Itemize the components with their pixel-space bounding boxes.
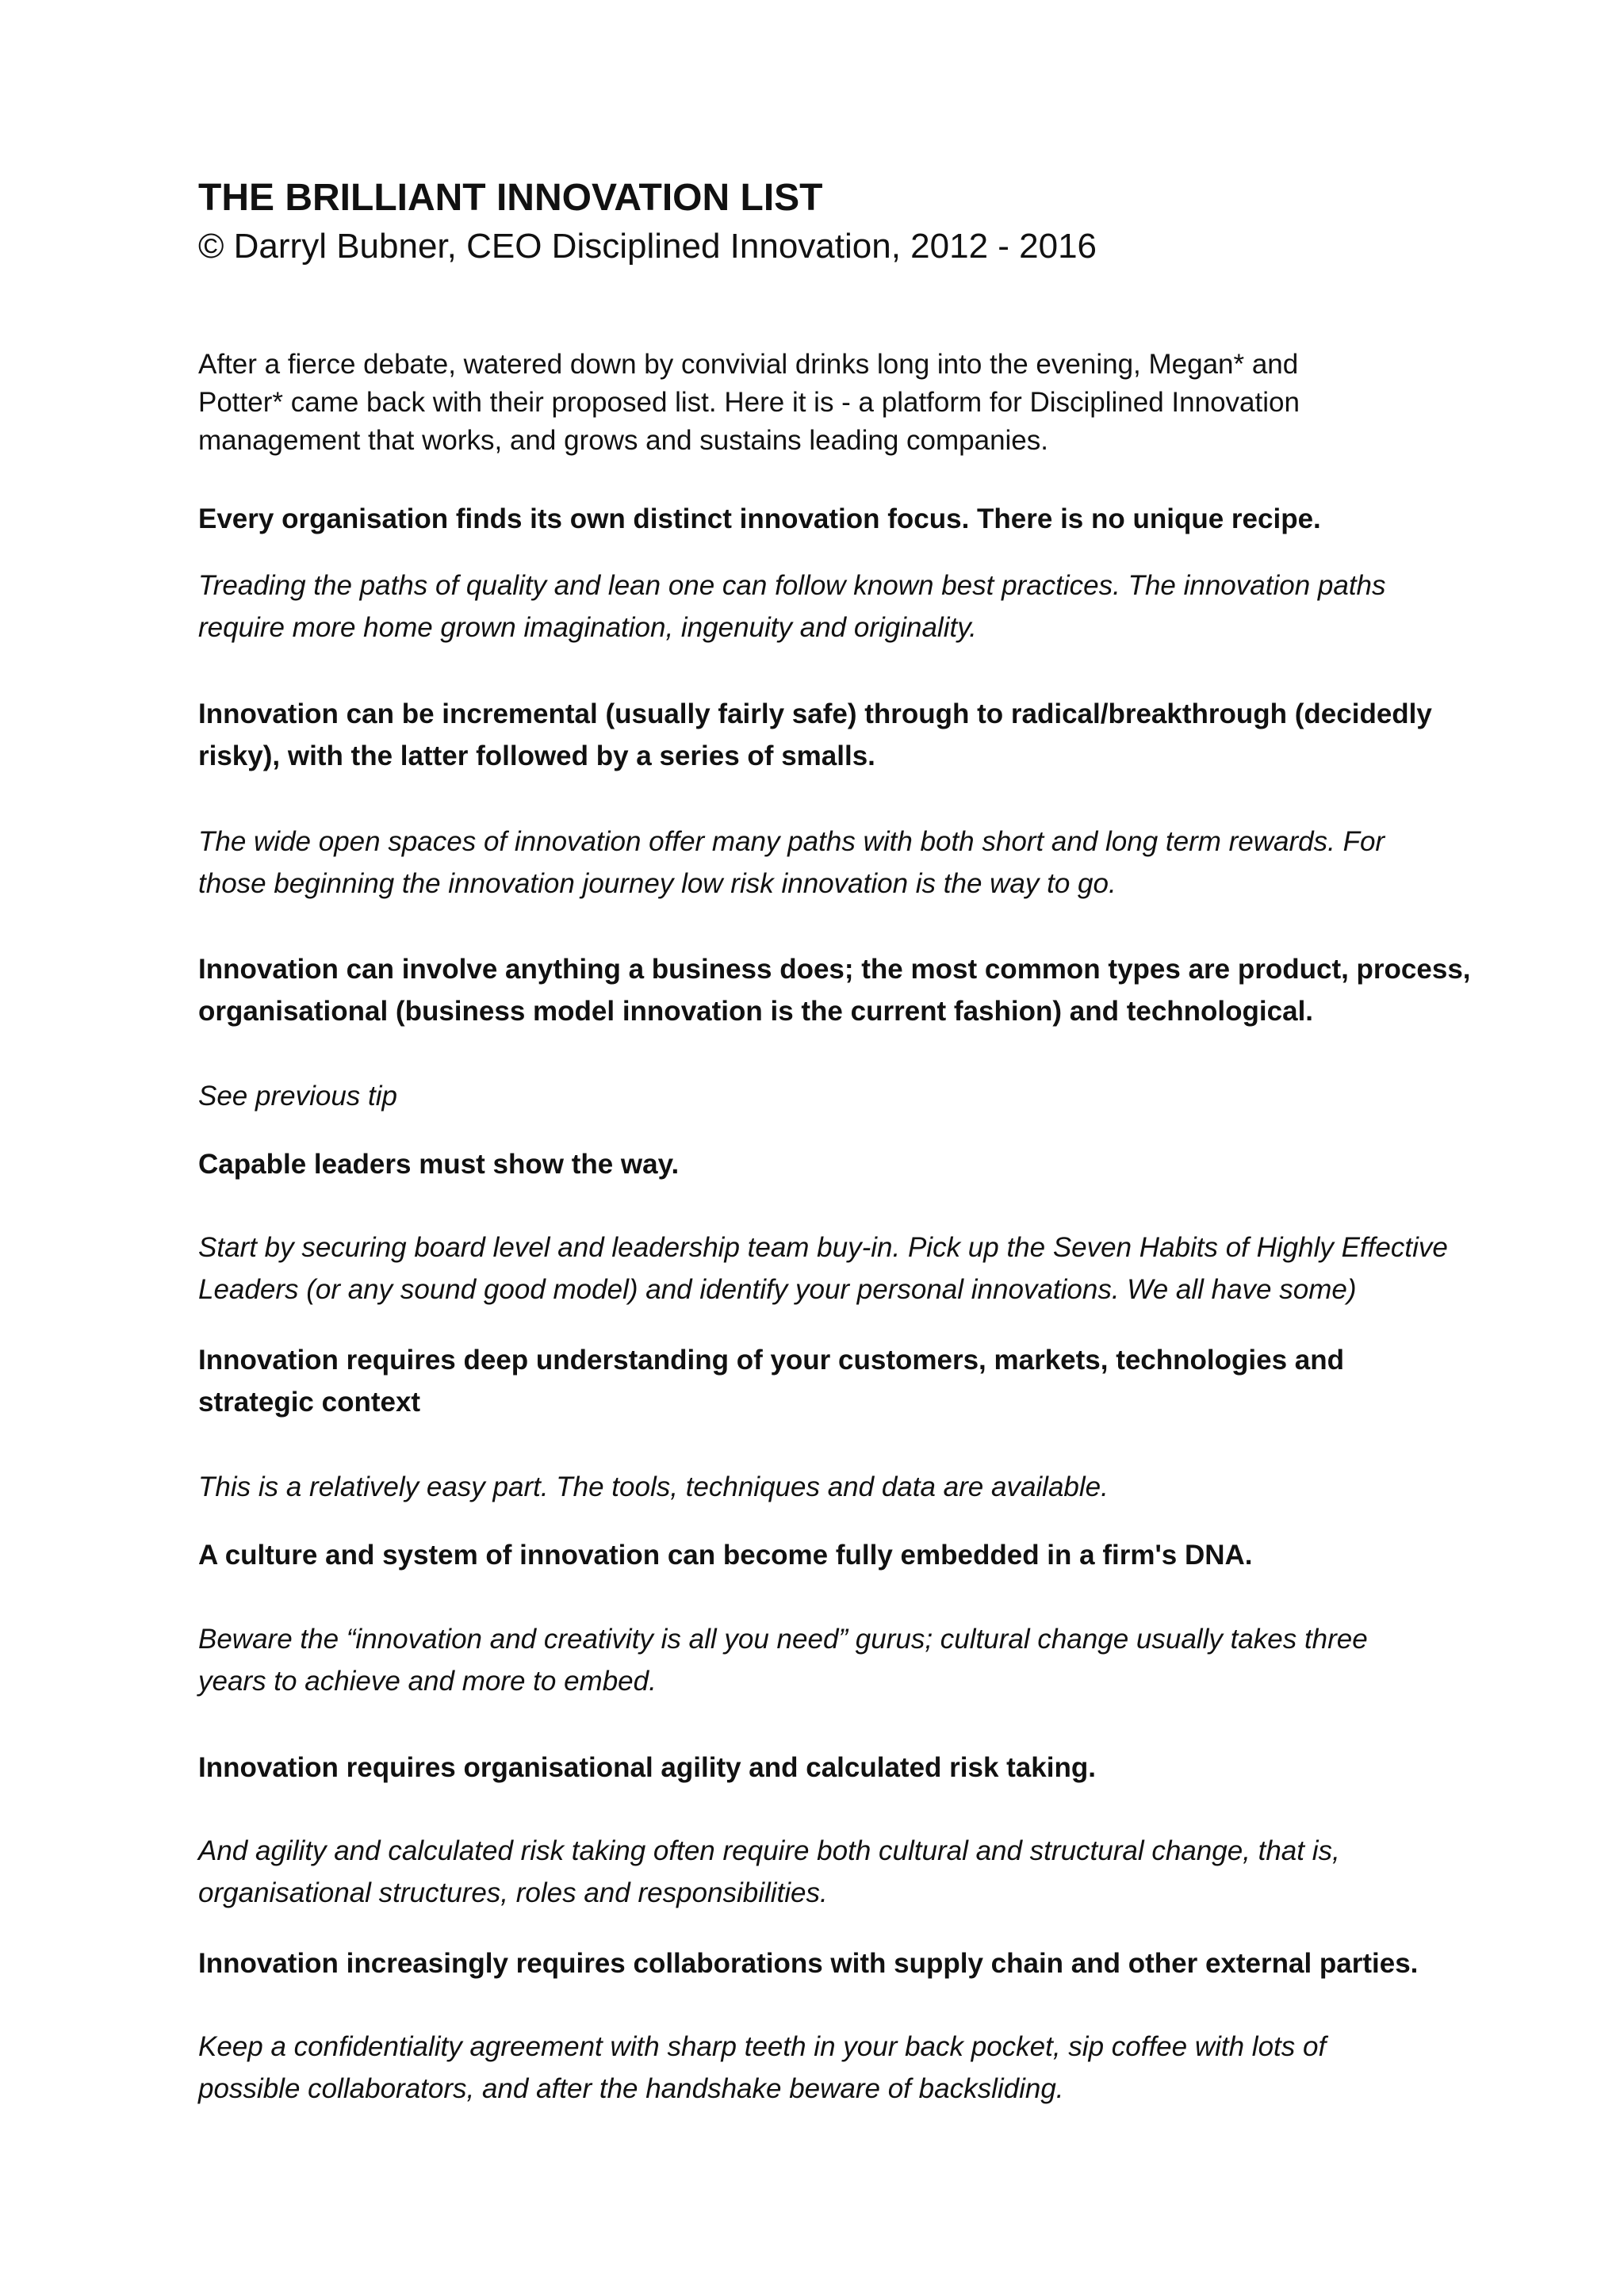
tip-heading [198, 693, 1459, 777]
tip-line: Every organisation finds its own distinct innovation focus. There is no unique recipe. [198, 503, 1321, 534]
tip-note [198, 1830, 1459, 1914]
note-line: years to achieve and more to embed. [198, 1666, 657, 1697]
note-line: And agility and calculated risk taking often require both cultural and structural change, that is, [198, 1835, 1340, 1866]
intro-line: After a fierce debate, watered down by convivial drinks long into the evening, Megan* and [198, 349, 1299, 380]
tip-line: Innovation requires organisational agility and calculated risk taking. [198, 1752, 1096, 1783]
intro-line: Potter* came back with their proposed list. Here it is - a platform for Disciplined Innovation [198, 387, 1300, 418]
note-line: organisational structures, roles and responsibilities. [198, 1877, 828, 1908]
intro-line: management that works, and grows and sustains leading companies. [198, 425, 1048, 456]
tip-heading [198, 1339, 1459, 1423]
note-line: See previous tip [198, 1081, 397, 1112]
tip-note [198, 564, 1459, 649]
tip-line: Innovation can involve anything a business does; the most common types are product, process, [198, 954, 1471, 985]
note-line: Start by securing board level and leadership team buy-in. Pick up the Seven Habits of Highly Effective [198, 1232, 1448, 1263]
tip-line: organisational (business model innovation is the current fashion) and technological. [198, 996, 1314, 1027]
tip-line: Capable leaders must show the way. [198, 1149, 680, 1180]
note-line: Beware the “innovation and creativity is all you need” gurus; cultural change usually takes three [198, 1624, 1368, 1655]
note-line: This is a relatively easy part. The tools, techniques and data are available. [198, 1471, 1109, 1502]
note-line: Keep a confidentiality agreement with sharp teeth in your back pocket, sip coffee with lots of [198, 2031, 1327, 2062]
tip-heading [198, 1942, 1459, 1984]
tip-note [198, 1075, 1459, 1117]
tip-line: risky), with the latter followed by a series of smalls. [198, 740, 875, 771]
document-subtitle: © Darryl Bubner, CEO Disciplined Innovation, 2012 - 2016 [198, 227, 1097, 266]
tip-note [198, 821, 1459, 905]
tip-line: Innovation requires deep understanding of your customers, markets, technologies and [198, 1345, 1344, 1376]
tip-heading [198, 498, 1459, 540]
note-line: require more home grown imagination, ingenuity and originality. [198, 612, 977, 643]
tip-line: Innovation increasingly requires collaborations with supply chain and other external parties. [198, 1948, 1419, 1979]
tip-note [198, 1618, 1459, 1702]
note-line: Treading the paths of quality and lean one can follow known best practices. The innovation paths [198, 570, 1386, 601]
tip-line: strategic context [198, 1387, 421, 1418]
note-line: those beginning the innovation journey low risk innovation is the way to go. [198, 868, 1116, 899]
tip-heading [198, 1143, 1459, 1185]
tip-line: A culture and system of innovation can become fully embedded in a firm's DNA. [198, 1540, 1253, 1571]
intro-paragraph [198, 346, 1451, 460]
tip-note [198, 1226, 1459, 1311]
note-line: possible collaborators, and after the handshake beware of backsliding. [198, 2073, 1064, 2104]
tip-heading [198, 1747, 1459, 1789]
tip-note [198, 2026, 1459, 2110]
tip-heading [198, 1534, 1459, 1576]
note-line: The wide open spaces of innovation offer many paths with both short and long term rewards. For [198, 826, 1385, 857]
tip-line: Innovation can be incremental (usually fairly safe) through to radical/breakthrough (decidedly [198, 698, 1432, 729]
document-title: THE BRILLIANT INNOVATION LIST [198, 177, 823, 219]
tip-note [198, 1466, 1459, 1508]
note-line: Leaders (or any sound good model) and identify your personal innovations. We all have some) [198, 1274, 1357, 1305]
tip-heading [198, 948, 1471, 1032]
